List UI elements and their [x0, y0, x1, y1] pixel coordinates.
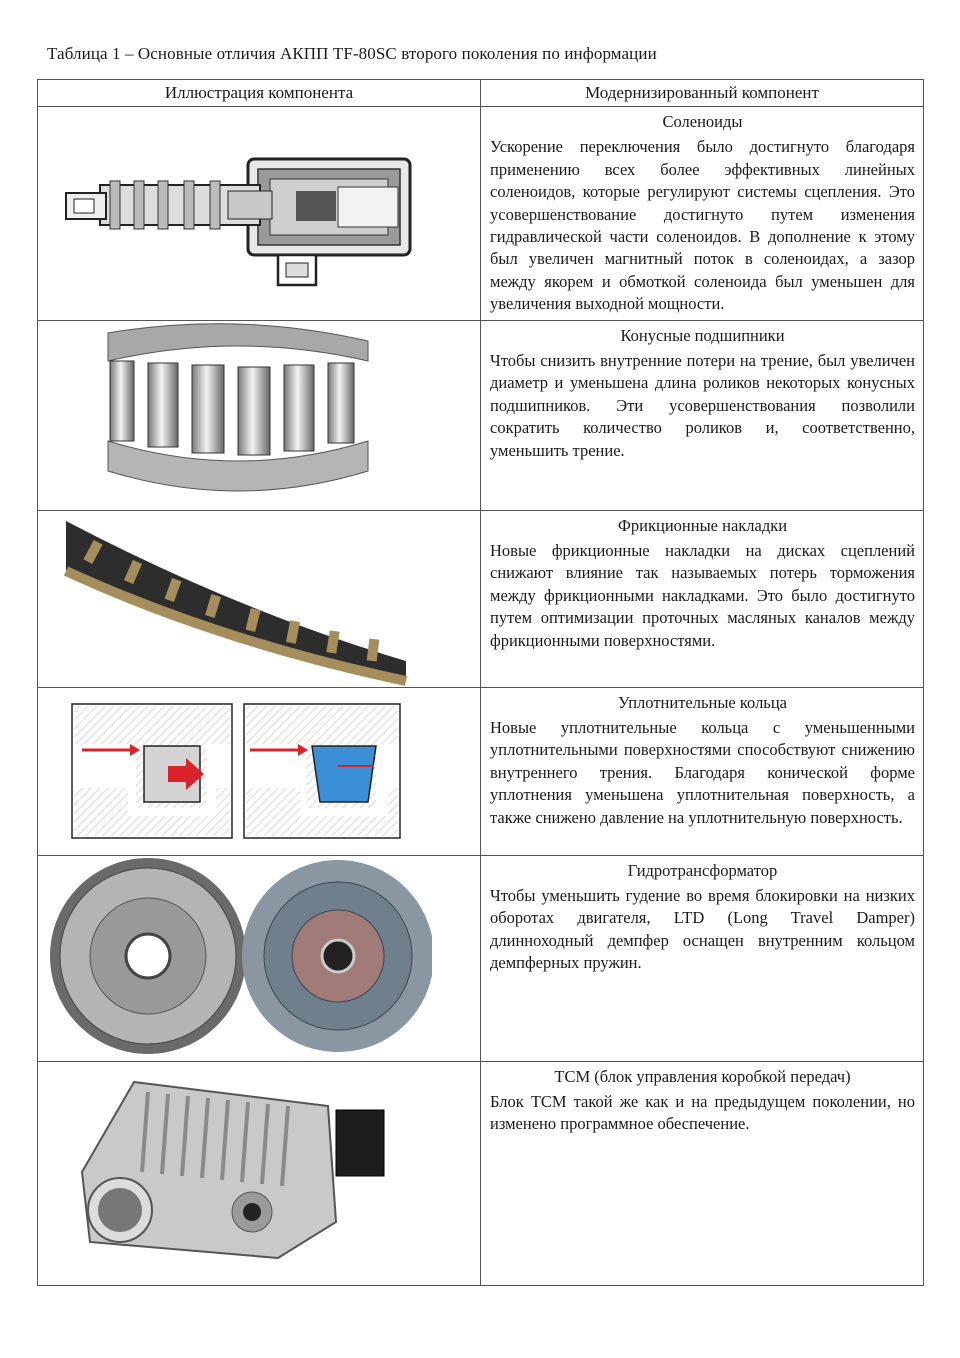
header-component: Модернизированный компонент — [481, 80, 924, 107]
table-row — [38, 1061, 924, 1285]
friction-lining-illustration — [38, 510, 481, 687]
table-row — [38, 855, 924, 1061]
table-row — [38, 320, 924, 510]
header-illustration: Иллюстрация компонента — [38, 80, 481, 107]
row-body: Чтобы снизить внутренние потери на трение, был увеличен диаметр и уменьшена длина роликов некоторых конусных подшипников. Эти усовершенствования позволили сократить количество роликов и, соответственно, уменьшить трение. — [490, 351, 915, 460]
header-row — [38, 80, 924, 107]
row-title: TCM (блок управления коробкой передач) — [554, 1066, 851, 1086]
components-table — [37, 79, 924, 1286]
table-row — [38, 107, 924, 321]
solenoid-description — [481, 107, 924, 321]
seal-ring-description — [481, 687, 924, 855]
row-body: Новые фрикционные накладки на дисках сцеплений снижают влияние так называемых потерь торможения между фрикционными накладками. Это было достигнуто путем оптимизации проточных масляных каналов между фрикционными поверхностями. — [490, 541, 915, 650]
row-body: Чтобы уменьшить гудение во время блокировки на низких оборотах двигателя, LTD (Long Travel Damper) длинноходный демпфер оснащен внутренним кольцом демпферных пружин. — [490, 886, 915, 973]
torque-converter-description — [481, 855, 924, 1061]
row-title: Фрикционные накладки — [617, 515, 788, 535]
row-title: Конусные подшипники — [620, 325, 785, 345]
torque-converter-illustration — [38, 855, 481, 1061]
row-title: Гидротрансформатор — [627, 860, 778, 880]
row-body: Блок TCM такой же как и на предыдущем поколении, но изменено программное обеспечение. — [490, 1092, 915, 1134]
row-body: Новые уплотнительные кольца с уменьшенными уплотнительными поверхностями способствуют снижению внутреннего трения. Благодаря конической форме уплотнения уменьшена уплотнительная поверхность, а также снижено давление на уплотнительную поверхность. — [490, 718, 915, 827]
tcm-description — [481, 1061, 924, 1285]
seal-ring-illustration — [38, 687, 481, 855]
table-row — [38, 510, 924, 687]
tcm-illustration — [38, 1061, 481, 1285]
table-caption: Таблица 1 – Основные отличия АКПП TF-80SC второго поколения по информации — [47, 44, 657, 63]
bearing-description — [481, 320, 924, 510]
solenoid-illustration — [38, 107, 481, 321]
friction-lining-description — [481, 510, 924, 687]
table-row — [38, 687, 924, 855]
row-title: Соленоиды — [662, 112, 743, 131]
row-title: Уплотнительные кольца — [618, 692, 787, 712]
bearing-illustration — [38, 320, 481, 510]
row-body: Ускорение переключения было достигнуто благодаря применению всех более эффективных линейных соленоидов, которые регулируют системы сцепления. Это усовершенствование достигнуто путем изменения гидравлической части соленоидов. В дополнение к этому был увеличен магнитный поток в соленоидах, а зазор между якорем и обмоткой соленоида был уменьшен для увеличения выходной мощности. — [490, 137, 915, 314]
